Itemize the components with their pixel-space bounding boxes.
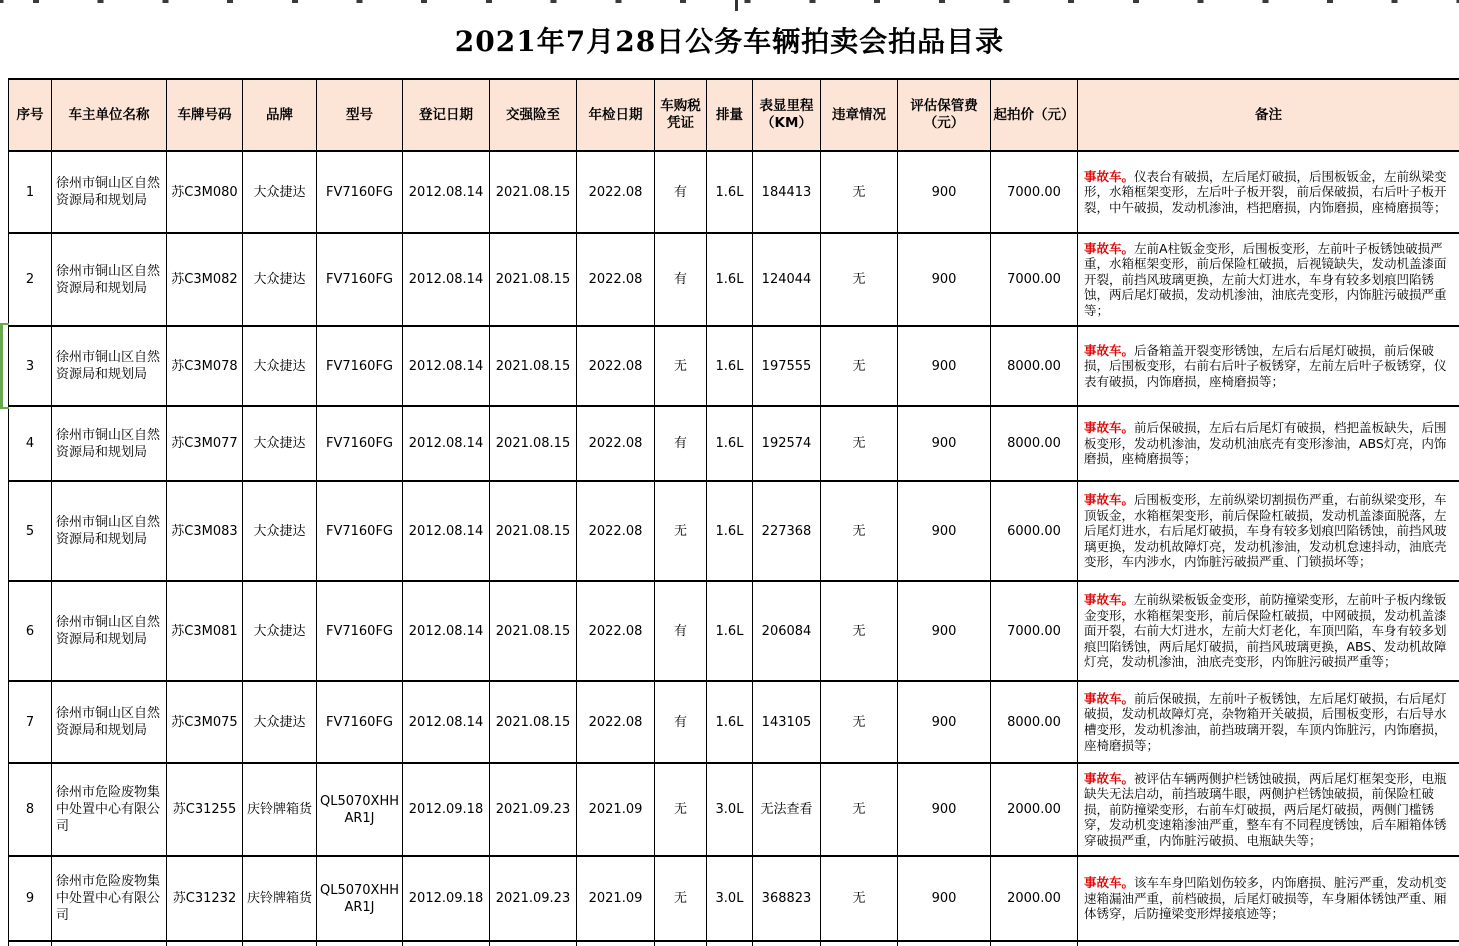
partial-row-cell bbox=[753, 941, 821, 946]
cell-insurance: 2021.08.15 bbox=[490, 326, 577, 406]
cell-displacement: 1.6L bbox=[707, 233, 753, 326]
cell-plate: 苏C3M082 bbox=[167, 233, 243, 326]
cell-remark bbox=[1078, 326, 1459, 406]
cell-no: 3 bbox=[9, 326, 52, 406]
remark-text: 被评估车辆两侧护栏锈蚀破损，两后尾灯框架变形，电瓶缺失无法启动，前挡玻璃牛眼，两侧护栏锈蚀破损，前保险杠破损，前防撞梁变形，右前车灯破损，两后尾灯破损，两侧门槛锈穿，发动机变速箱渗油严重，整车有不同程度锈蚀，后车厢箱体锈穿破损严重，内饰脏污破损、电瓶缺失等； bbox=[1084, 770, 1447, 848]
partial-row-cell bbox=[167, 941, 243, 946]
cell-tax_cert: 无 bbox=[655, 326, 707, 406]
cell-mileage: 368823 bbox=[753, 856, 821, 941]
cell-fee: 900 bbox=[898, 856, 991, 941]
cell-inspection: 2021.09 bbox=[577, 763, 655, 856]
cell-remark bbox=[1078, 681, 1459, 763]
partial-row-cell bbox=[821, 941, 898, 946]
cell-remark bbox=[1078, 233, 1459, 326]
cell-tax_cert: 无 bbox=[655, 481, 707, 581]
cell-violation: 无 bbox=[821, 233, 898, 326]
cell-insurance: 2021.09.23 bbox=[490, 763, 577, 856]
cell-fee: 900 bbox=[898, 763, 991, 856]
header-plate: 车牌号码 bbox=[167, 79, 243, 151]
header-mileage: 表显里程（KM） bbox=[753, 79, 821, 151]
cell-brand: 庆铃牌箱货 bbox=[243, 763, 317, 856]
cell-violation: 无 bbox=[821, 856, 898, 941]
cell-inspection: 2022.08 bbox=[577, 681, 655, 763]
remark-text: 前后保破损，左前叶子板锈蚀，左后尾灯破损，右后尾灯破损，发动机故障灯亮，杂物箱开关破损，后围板变形，右后导水槽变形，发动机渗油，前挡玻璃开裂，车顶内饰脏污，内饰磨损，座椅磨损等； bbox=[1084, 690, 1447, 753]
cell-no: 4 bbox=[9, 406, 52, 481]
cell-insurance: 2021.08.15 bbox=[490, 406, 577, 481]
cell-displacement: 3.0L bbox=[707, 856, 753, 941]
remark-text: 后备箱盖开裂变形锈蚀，左后右后尾灯破损，前后保破损，后围板变形，右前右后叶子板锈穿，左前左后叶子板锈穿，仪表有破损，内饰磨损，座椅磨损等； bbox=[1084, 342, 1447, 389]
cell-violation: 无 bbox=[821, 406, 898, 481]
cell-model: FV7160FG bbox=[317, 151, 403, 233]
partial-row bbox=[9, 941, 1459, 946]
cell-no: 5 bbox=[9, 481, 52, 581]
cell-brand: 大众捷达 bbox=[243, 581, 317, 681]
auction-table bbox=[8, 78, 1459, 946]
cell-mileage: 192574 bbox=[753, 406, 821, 481]
partial-row-cell bbox=[1078, 941, 1459, 946]
accident-car-label: 事故车。 bbox=[1084, 342, 1135, 358]
cell-price: 8000.00 bbox=[991, 326, 1078, 406]
row3-selection-marker bbox=[0, 325, 3, 407]
cell-model: FV7160FG bbox=[317, 581, 403, 681]
cell-mileage: 无法查看 bbox=[753, 763, 821, 856]
cell-reg_date: 2012.08.14 bbox=[403, 151, 490, 233]
header-reg_date: 登记日期 bbox=[403, 79, 490, 151]
cell-no: 1 bbox=[9, 151, 52, 233]
header-fee: 评估保管费（元） bbox=[898, 79, 991, 151]
cell-owner: 徐州市铜山区自然资源局和规划局 bbox=[52, 581, 167, 681]
cell-brand: 大众捷达 bbox=[243, 481, 317, 581]
partial-row-cell bbox=[991, 941, 1078, 946]
table-row bbox=[9, 681, 1459, 763]
cell-tax_cert: 无 bbox=[655, 763, 707, 856]
page-title: 2021年7月28日公务车辆拍卖会拍品目录 bbox=[454, 25, 1005, 58]
cell-fee: 900 bbox=[898, 233, 991, 326]
cell-mileage: 184413 bbox=[753, 151, 821, 233]
cell-displacement: 1.6L bbox=[707, 406, 753, 481]
table-row bbox=[9, 581, 1459, 681]
cell-inspection: 2022.08 bbox=[577, 481, 655, 581]
cell-no: 9 bbox=[9, 856, 52, 941]
partial-row-cell bbox=[577, 941, 655, 946]
cell-price: 8000.00 bbox=[991, 406, 1078, 481]
table-header-row bbox=[9, 79, 1459, 151]
cell-remark bbox=[1078, 481, 1459, 581]
table-row bbox=[9, 151, 1459, 233]
cell-mileage: 124044 bbox=[753, 233, 821, 326]
cell-fee: 900 bbox=[898, 406, 991, 481]
cell-fee: 900 bbox=[898, 581, 991, 681]
cell-remark bbox=[1078, 856, 1459, 941]
header-inspection: 年检日期 bbox=[577, 79, 655, 151]
cell-model: FV7160FG bbox=[317, 481, 403, 581]
cell-reg_date: 2012.09.18 bbox=[403, 856, 490, 941]
cell-tax_cert: 无 bbox=[655, 856, 707, 941]
remark-text: 前后保破损，左后右后尾灯有破损，档把盖板缺失，后围板变形，发动机渗油，发动机油底壳有变形渗油，ABS灯亮，内饰磨损，座椅磨损等； bbox=[1084, 420, 1447, 467]
header-insurance: 交强险至 bbox=[490, 79, 577, 151]
header-displacement: 排量 bbox=[707, 79, 753, 151]
cell-tax_cert: 有 bbox=[655, 406, 707, 481]
cell-plate: 苏C3M077 bbox=[167, 406, 243, 481]
cell-remark bbox=[1078, 151, 1459, 233]
cell-owner: 徐州市铜山区自然资源局和规划局 bbox=[52, 233, 167, 326]
accident-car-label: 事故车。 bbox=[1084, 492, 1135, 508]
cell-inspection: 2022.08 bbox=[577, 581, 655, 681]
cell-brand: 大众捷达 bbox=[243, 233, 317, 326]
grid-tick-marks bbox=[0, 0, 1459, 3]
accident-car-label: 事故车。 bbox=[1084, 690, 1135, 706]
cell-reg_date: 2012.08.14 bbox=[403, 681, 490, 763]
cell-inspection: 2021.09 bbox=[577, 856, 655, 941]
partial-row-cell bbox=[655, 941, 707, 946]
cell-mileage: 143105 bbox=[753, 681, 821, 763]
cell-reg_date: 2012.08.14 bbox=[403, 481, 490, 581]
cell-owner: 徐州市铜山区自然资源局和规划局 bbox=[52, 681, 167, 763]
partial-row-cell bbox=[490, 941, 577, 946]
cell-remark bbox=[1078, 763, 1459, 856]
cell-tax_cert: 有 bbox=[655, 581, 707, 681]
cell-fee: 900 bbox=[898, 151, 991, 233]
cell-reg_date: 2012.09.18 bbox=[403, 763, 490, 856]
cell-inspection: 2022.08 bbox=[577, 326, 655, 406]
cell-price: 7000.00 bbox=[991, 151, 1078, 233]
accident-car-label: 事故车。 bbox=[1084, 770, 1135, 786]
cell-price: 2000.00 bbox=[991, 856, 1078, 941]
cell-mileage: 197555 bbox=[753, 326, 821, 406]
cell-violation: 无 bbox=[821, 581, 898, 681]
cell-no: 8 bbox=[9, 763, 52, 856]
cell-plate: 苏C3M078 bbox=[167, 326, 243, 406]
cell-displacement: 1.6L bbox=[707, 481, 753, 581]
cell-owner: 徐州市铜山区自然资源局和规划局 bbox=[52, 151, 167, 233]
cell-reg_date: 2012.08.14 bbox=[403, 326, 490, 406]
cell-displacement: 3.0L bbox=[707, 763, 753, 856]
cell-model: QL5070XHHAR1J bbox=[317, 856, 403, 941]
cell-reg_date: 2012.08.14 bbox=[403, 581, 490, 681]
cell-model: FV7160FG bbox=[317, 406, 403, 481]
table-row bbox=[9, 326, 1459, 406]
table-row bbox=[9, 763, 1459, 856]
partial-row-cell bbox=[707, 941, 753, 946]
cell-insurance: 2021.08.15 bbox=[490, 481, 577, 581]
cell-no: 2 bbox=[9, 233, 52, 326]
header-brand: 品牌 bbox=[243, 79, 317, 151]
cell-brand: 大众捷达 bbox=[243, 406, 317, 481]
partial-row-cell bbox=[403, 941, 490, 946]
cell-violation: 无 bbox=[821, 681, 898, 763]
cell-owner: 徐州市危险废物集中处置中心有限公司 bbox=[52, 763, 167, 856]
cell-model: QL5070XHHAR1J bbox=[317, 763, 403, 856]
cell-model: FV7160FG bbox=[317, 326, 403, 406]
accident-car-label: 事故车。 bbox=[1084, 240, 1135, 256]
cell-reg_date: 2012.08.14 bbox=[403, 233, 490, 326]
header-price: 起拍价（元） bbox=[991, 79, 1078, 151]
cell-price: 8000.00 bbox=[991, 681, 1078, 763]
cell-tax_cert: 有 bbox=[655, 681, 707, 763]
cell-owner: 徐州市危险废物集中处置中心有限公司 bbox=[52, 856, 167, 941]
partial-row-cell bbox=[52, 941, 167, 946]
header-no: 序号 bbox=[9, 79, 52, 151]
table-row bbox=[9, 406, 1459, 481]
cell-fee: 900 bbox=[898, 326, 991, 406]
cell-no: 6 bbox=[9, 581, 52, 681]
accident-car-label: 事故车。 bbox=[1084, 592, 1135, 608]
cell-no: 7 bbox=[9, 681, 52, 763]
cell-fee: 900 bbox=[898, 681, 991, 763]
header-remark: 备注 bbox=[1078, 79, 1459, 151]
cell-owner: 徐州市铜山区自然资源局和规划局 bbox=[52, 406, 167, 481]
remark-text: 该车车身凹陷划伤较多，内饰磨损、脏污严重，发动机变速箱漏油严重，前档破损，后尾灯破损等，车身厢体锈蚀严重、厢体锈穿，后防撞梁变形焊接痕迹等； bbox=[1084, 875, 1447, 922]
accident-car-label: 事故车。 bbox=[1084, 168, 1135, 184]
cell-plate: 苏C3M075 bbox=[167, 681, 243, 763]
cell-inspection: 2022.08 bbox=[577, 406, 655, 481]
cell-violation: 无 bbox=[821, 151, 898, 233]
cell-reg_date: 2012.08.14 bbox=[403, 406, 490, 481]
cell-price: 7000.00 bbox=[991, 581, 1078, 681]
cell-violation: 无 bbox=[821, 326, 898, 406]
cell-remark bbox=[1078, 406, 1459, 481]
remark-text: 左前A柱钣金变形，后围板变形，左前叶子板锈蚀破损严重，水箱框架变形，前后保险杠破损，后视镜缺失，发动机盖漆面开裂，前挡风玻璃更换，左前大灯进水，车身有较多划痕凹陷锈蚀，两后尾灯破损，发动机渗油，油底壳变形，内饰脏污破损严重等； bbox=[1084, 240, 1447, 318]
cell-model: FV7160FG bbox=[317, 233, 403, 326]
table-row bbox=[9, 481, 1459, 581]
cell-insurance: 2021.08.15 bbox=[490, 233, 577, 326]
cell-mileage: 206084 bbox=[753, 581, 821, 681]
cell-plate: 苏C31255 bbox=[167, 763, 243, 856]
cell-plate: 苏C31232 bbox=[167, 856, 243, 941]
cell-price: 6000.00 bbox=[991, 481, 1078, 581]
cell-insurance: 2021.08.15 bbox=[490, 681, 577, 763]
cell-violation: 无 bbox=[821, 763, 898, 856]
partial-row-cell bbox=[243, 941, 317, 946]
cell-brand: 大众捷达 bbox=[243, 681, 317, 763]
table-row bbox=[9, 856, 1459, 941]
accident-car-label: 事故车。 bbox=[1084, 875, 1135, 891]
cell-displacement: 1.6L bbox=[707, 326, 753, 406]
cell-brand: 大众捷达 bbox=[243, 151, 317, 233]
partial-row-cell bbox=[9, 941, 52, 946]
cell-displacement: 1.6L bbox=[707, 151, 753, 233]
cell-remark bbox=[1078, 581, 1459, 681]
header-violation: 违章情况 bbox=[821, 79, 898, 151]
cell-displacement: 1.6L bbox=[707, 681, 753, 763]
cell-fee: 900 bbox=[898, 481, 991, 581]
accident-car-label: 事故车。 bbox=[1084, 420, 1135, 436]
cell-insurance: 2021.08.15 bbox=[490, 151, 577, 233]
cell-violation: 无 bbox=[821, 481, 898, 581]
cell-displacement: 1.6L bbox=[707, 581, 753, 681]
header-tax_cert: 车购税凭证 bbox=[655, 79, 707, 151]
remark-text: 仪表台有破损，左后尾灯破损，后围板钣金，左前纵梁变形，水箱框架变形，左后叶子板开裂，前后保破损，右后叶子板开裂，中午破损，发动机渗油，档把磨损，内饰磨损，座椅磨损等； bbox=[1084, 168, 1447, 215]
cell-plate: 苏C3M083 bbox=[167, 481, 243, 581]
cell-owner: 徐州市铜山区自然资源局和规划局 bbox=[52, 481, 167, 581]
cell-plate: 苏C3M080 bbox=[167, 151, 243, 233]
cell-inspection: 2022.08 bbox=[577, 151, 655, 233]
cell-tax_cert: 有 bbox=[655, 233, 707, 326]
partial-row-cell bbox=[317, 941, 403, 946]
cell-inspection: 2022.08 bbox=[577, 233, 655, 326]
remark-text: 左前纵梁板钣金变形，前防撞梁变形，左前叶子板内缘钣金变形，水箱框架变形，前后保险杠破损，中网破损，发动机盖漆面开裂，右前大灯进水，左前大灯老化，车顶凹陷，车身有较多划痕凹陷锈蚀，两后尾灯破损，前挡风玻璃更换，ABS、发动机故障灯亮，发动机渗油，油底壳变形，内饰脏污破损严重等； bbox=[1084, 592, 1447, 670]
header-owner: 车主单位名称 bbox=[52, 79, 167, 151]
cell-price: 7000.00 bbox=[991, 233, 1078, 326]
cell-plate: 苏C3M081 bbox=[167, 581, 243, 681]
cell-price: 2000.00 bbox=[991, 763, 1078, 856]
table-row bbox=[9, 233, 1459, 326]
cell-brand: 庆铃牌箱货 bbox=[243, 856, 317, 941]
cell-model: FV7160FG bbox=[317, 681, 403, 763]
cell-insurance: 2021.09.23 bbox=[490, 856, 577, 941]
header-model: 型号 bbox=[317, 79, 403, 151]
cell-insurance: 2021.08.15 bbox=[490, 581, 577, 681]
cell-owner: 徐州市铜山区自然资源局和规划局 bbox=[52, 326, 167, 406]
cell-tax_cert: 有 bbox=[655, 151, 707, 233]
partial-row-cell bbox=[898, 941, 991, 946]
cell-mileage: 227368 bbox=[753, 481, 821, 581]
cell-brand: 大众捷达 bbox=[243, 326, 317, 406]
remark-text: 后围板变形，左前纵梁切割损伤严重，右前纵梁变形，车顶钣金，水箱框架变形，前后保险杠破损，发动机盖漆面脱落，左后尾灯进水，右后尾灯破损，车身有较多划痕凹陷锈蚀，前挡风玻璃更换，发动机故障灯亮，发动机渗油，发动机怠速抖动，油底壳变形，车内涉水，内饰脏污破损严重、门锁损坏等； bbox=[1084, 492, 1447, 570]
